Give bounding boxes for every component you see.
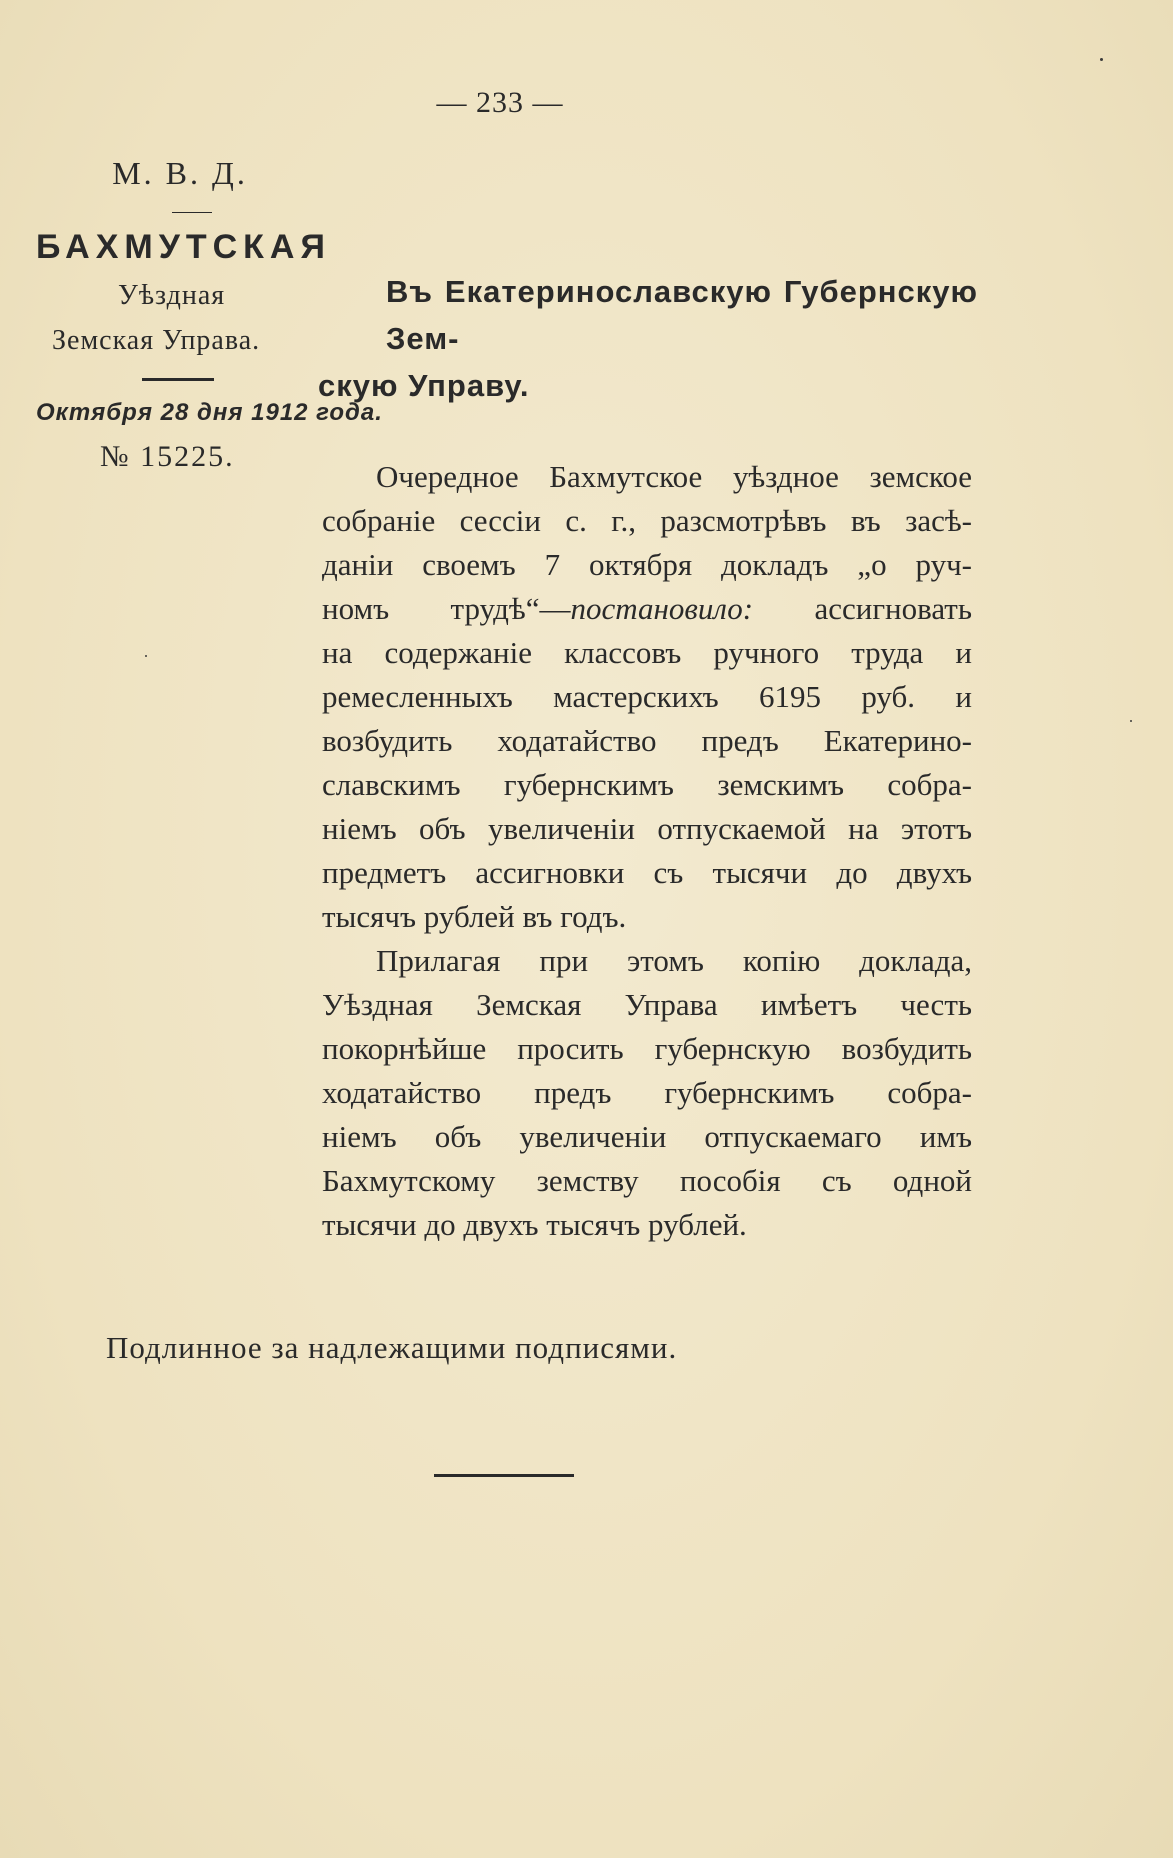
paper-speck <box>1130 720 1132 722</box>
body-text-fragment: ассигновать <box>753 591 972 626</box>
body-line: славскимъ губернскимъ земскимъ собра- <box>322 767 972 802</box>
body-line: ніемъ объ увеличеніи отпускаемаго имъ <box>322 1119 972 1154</box>
divider-rule <box>172 212 212 213</box>
end-divider <box>434 1474 574 1477</box>
addressee <box>318 268 978 409</box>
closing-note: Подлинное за надлежащими подписями. <box>106 1330 678 1365</box>
body-line: тысячи до двухъ тысячъ рублей. <box>322 1207 747 1242</box>
uyezd-label: Уѣздная <box>118 280 226 311</box>
page-number: — 233 — <box>436 86 564 119</box>
body-line: собраніе сессіи с. г., разсмотрѣвъ въ засѣ- <box>322 503 972 538</box>
body-line: возбудить ходатайство предъ Екатерино- <box>322 723 972 758</box>
body-line: на содержаніе классовъ ручного труда и <box>322 635 972 670</box>
paper-speck <box>145 655 147 657</box>
addressee-line: Въ Екатеринославскую Губернскую Зем- <box>386 274 978 356</box>
body-text-fragment: номъ трудѣ“— <box>322 591 571 626</box>
document-date: Октября 28 дня 1912 года. <box>36 399 383 426</box>
body-line: ходатайство предъ губернскимъ собра- <box>322 1075 972 1110</box>
body-line: предметъ ассигновки съ тысячи до двухъ <box>322 855 972 890</box>
body-line: Очередное Бахмутское уѣздное земское <box>376 459 972 494</box>
paper-speck <box>1100 58 1103 61</box>
resolution-word: постановило: <box>570 591 754 626</box>
body-line: тысячъ рублей въ годъ. <box>322 899 627 934</box>
body-line: Уѣздная Земская Управа имѣетъ честь <box>322 987 972 1022</box>
body-line: Бахмутскому земству пособія съ одной <box>322 1163 972 1198</box>
ministry-abbrev: М. В. Д. <box>112 155 248 191</box>
body-line: ремесленныхъ мастерскихъ 6195 руб. и <box>322 679 972 714</box>
addressee-line: скую Управу. <box>318 368 530 403</box>
divider-rule <box>142 378 214 381</box>
zemskaya-uprava-label: Земская Управа. <box>52 325 261 356</box>
uprava-name: БАХМУТСКАЯ <box>36 228 331 266</box>
body-line <box>322 587 972 631</box>
body-line: ніемъ объ увеличеніи отпускаемой на этотъ <box>322 811 972 846</box>
document-number: № 15225. <box>100 440 235 473</box>
body-line: Прилагая при этомъ копію доклада, <box>376 943 972 978</box>
body-line: покорнѣйше просить губернскую возбудить <box>322 1031 972 1066</box>
body-line: даніи своемъ 7 октября докладъ „о руч- <box>322 547 972 582</box>
letter-body <box>322 455 972 1247</box>
